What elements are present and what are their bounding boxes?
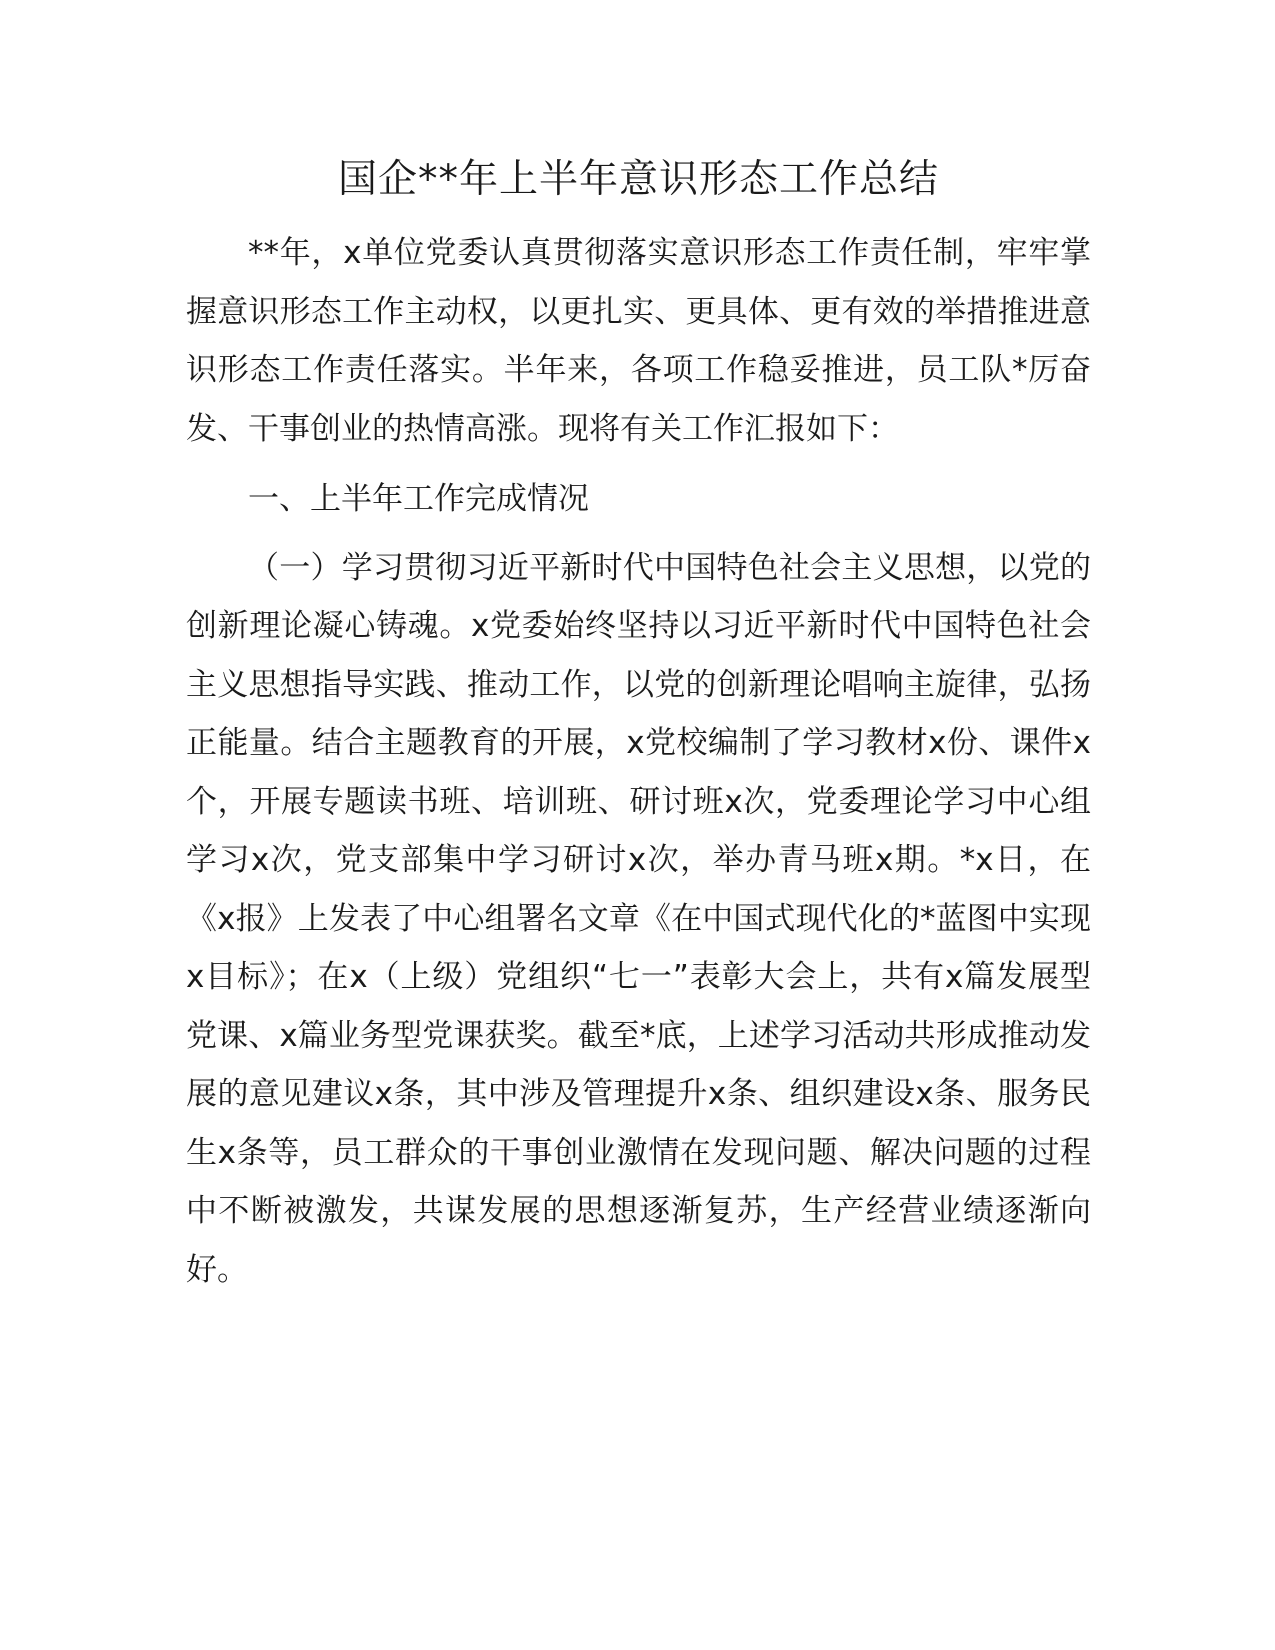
intro-paragraph: **年，x单位党委认真贯彻落实意识形态工作责任制，牢牢掌握意识形态工作主动权，以更扎实、更具体、更有效的举措推进意识形态工作责任落实。半年来，各项工作稳妥推进，员工队*厉奋发、干事创业的热情高涨。现将有关工作汇报如下：	[186, 235, 1091, 447]
section-paragraph: （一）学习贯彻习近平新时代中国特色社会主义思想，以党的创新理论凝心铸魂。x党委始终坚持以习近平新时代中国特色社会主义思想指导实践、推动工作，以党的创新理论唱响主旋律，弘扬正能量。结合主题教育的开展，x党校编制了学习教材x份、课件x个，开展专题读书班、培训班、研讨班x次，党委理论学习中心组学习x次，党支部集中学习研讨x次，举办青马班x期。*x日，在《x报》上发表了中心组署名文章《在中国式现代化的*蓝图中实现x目标》；在x（上级）党组织“七一”表彰大会上，共有x篇发展型党课、x篇业务型党课获奖。截至*底，上述学习活动共形成推动发展的意见建议x条，其中涉及管理提升x条、组织建设x条、服务民生x条等，员工群众的干事创业激情在发现问题、解决问题的过程中不断被激发，共谋发展的思想逐渐复苏，生产经营业绩逐渐向好。	[186, 549, 1091, 1288]
section-heading: 一、上半年工作完成情况	[248, 481, 589, 517]
document-title: 国企**年上半年意识形态工作总结	[337, 157, 939, 202]
document-body	[186, 148, 1091, 1299]
